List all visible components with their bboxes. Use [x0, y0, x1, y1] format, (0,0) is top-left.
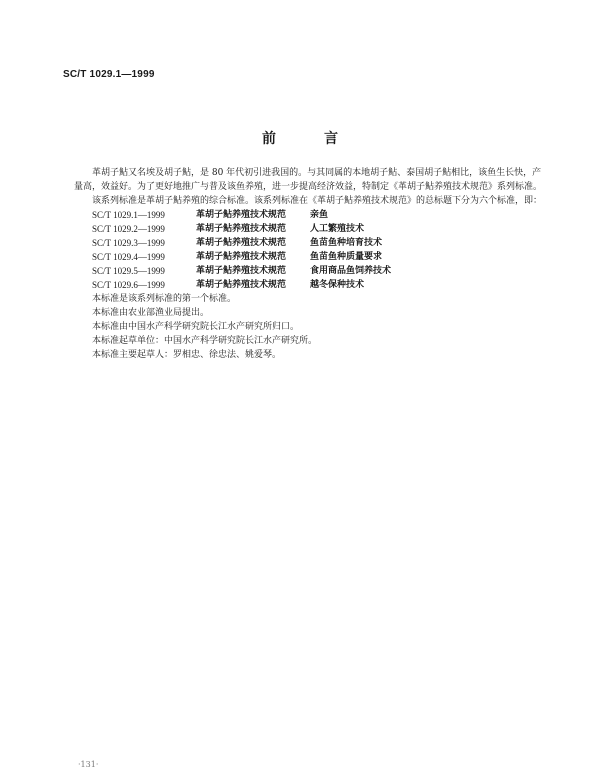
note-drafters: 本标准主要起草人：罗相忠、徐忠法、姚爱琴。	[92, 350, 282, 360]
note-administrator: 本标准由中国水产科学研究院长江水产研究所归口。	[92, 322, 300, 332]
standard-series-title: 革胡子鲇养殖技术规范	[196, 210, 287, 220]
standard-code: SC/T 1029.5—1999	[92, 266, 165, 276]
standard-code: SC/T 1029.4—1999	[92, 252, 165, 262]
standard-code: SC/T 1029.3—1999	[92, 238, 165, 248]
standard-series-title: 革胡子鲇养殖技术规范	[196, 238, 287, 248]
standard-code: SC/T 1029.6—1999	[92, 280, 165, 290]
standard-part-title: 亲鱼	[310, 210, 329, 220]
standard-part-title: 人工繁殖技术	[310, 224, 365, 234]
standard-series-title: 革胡子鲇养殖技术规范	[196, 252, 287, 262]
page-number: ·131·	[78, 760, 99, 769]
series-paragraph: 该系列标准是革胡子鲇养殖的综合标准。该系列标准在《革胡子鲇养殖技术规范》的总标题下分为六个标准，即：	[92, 196, 543, 206]
list-item	[74, 236, 544, 250]
standard-series-title: 革胡子鲇养殖技术规范	[196, 266, 287, 276]
standard-part-title: 鱼苗鱼种质量要求	[310, 252, 383, 262]
note-drafting-unit: 本标准起草单位：中国水产科学研究院长江水产研究所。	[92, 336, 318, 346]
page-title: 前言	[262, 131, 386, 147]
standard-part-title: 越冬保种技术	[310, 280, 365, 290]
list-item	[74, 208, 544, 222]
standard-series-title: 革胡子鲇养殖技术规范	[196, 280, 287, 290]
standard-part-title: 食用商品鱼饲养技术	[310, 266, 392, 276]
standard-part-title: 鱼苗鱼种培育技术	[310, 238, 383, 248]
list-item	[74, 278, 544, 292]
list-item	[74, 264, 544, 278]
standard-series-title: 革胡子鲇养殖技术规范	[196, 224, 287, 234]
note-first-standard: 本标准是该系列标准的第一个标准。	[92, 294, 237, 304]
standard-code-header: SC/T 1029.1—1999	[63, 69, 155, 80]
standard-code: SC/T 1029.2—1999	[92, 224, 165, 234]
intro-paragraph: 革胡子鲇又名埃及胡子鲇，是 80 年代初引进我国的。与其同属的本地胡子鲇、泰国胡子鲇相比，该鱼生长快，产量高，效益好。为了更好地推广与普及该鱼养殖，进一步提高经济效益，特制定《革胡子鲇养殖技术规范》系列标准。	[74, 168, 543, 192]
list-item	[74, 222, 544, 236]
list-item	[74, 250, 544, 264]
standard-code: SC/T 1029.1—1999	[92, 210, 165, 220]
note-proposer: 本标准由农业部渔业局提出。	[92, 308, 210, 318]
standards-list	[74, 208, 544, 292]
foreword-body	[74, 166, 544, 362]
